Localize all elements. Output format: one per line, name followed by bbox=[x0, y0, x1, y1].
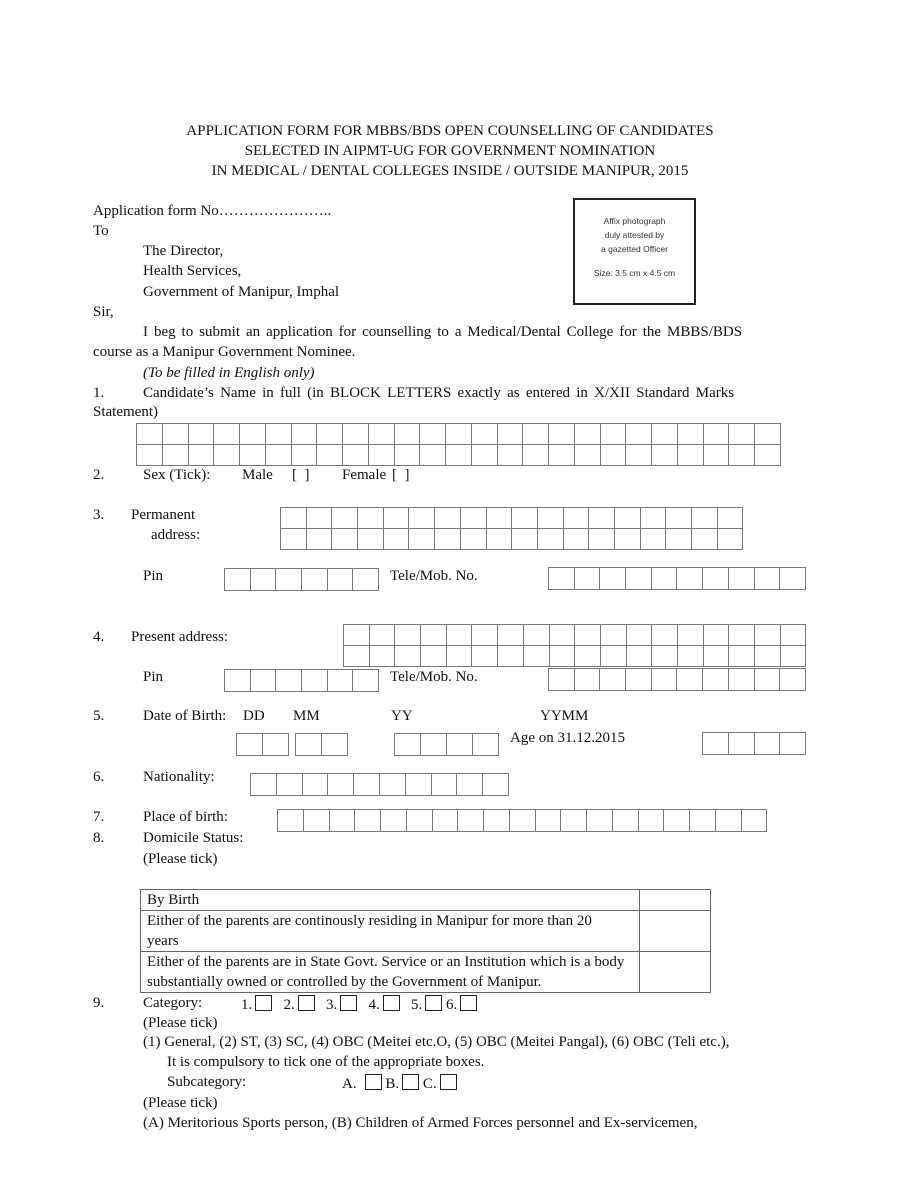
dd-label: DD bbox=[243, 708, 265, 724]
letter-box[interactable] bbox=[678, 445, 704, 466]
subcategory-checkbox[interactable] bbox=[365, 1074, 382, 1090]
letter-box[interactable] bbox=[690, 810, 716, 832]
please-tick-note: (Please tick) bbox=[143, 1095, 218, 1111]
letter-box[interactable] bbox=[575, 568, 601, 590]
letter-box[interactable] bbox=[302, 670, 328, 692]
compulsory-note: It is compulsory to tick one of the appropriate boxes. bbox=[167, 1054, 485, 1070]
subcategory-checkbox[interactable] bbox=[402, 1074, 419, 1090]
letter-box[interactable] bbox=[409, 508, 435, 529]
letter-box[interactable] bbox=[304, 810, 330, 832]
letter-box[interactable] bbox=[189, 445, 215, 466]
letter-box[interactable] bbox=[457, 774, 483, 796]
letter-box[interactable] bbox=[292, 445, 318, 466]
letter-box[interactable] bbox=[332, 529, 358, 550]
place-of-birth-grid[interactable] bbox=[277, 809, 767, 832]
female-label: Female bbox=[342, 467, 387, 483]
letter-box[interactable] bbox=[354, 774, 380, 796]
permanent-address-label: Permanent bbox=[131, 507, 196, 523]
letter-box[interactable] bbox=[626, 445, 652, 466]
letter-box[interactable] bbox=[538, 508, 564, 529]
letter-box[interactable] bbox=[307, 508, 333, 529]
letter-box[interactable] bbox=[240, 445, 266, 466]
pin-label: Pin bbox=[143, 568, 164, 584]
letter-box[interactable] bbox=[395, 646, 421, 667]
letter-box[interactable] bbox=[406, 774, 432, 796]
letter-box[interactable] bbox=[678, 646, 704, 667]
letter-box[interactable] bbox=[395, 424, 421, 445]
table-row bbox=[141, 952, 711, 993]
age-label: Age on 31.12.2015 bbox=[510, 730, 625, 746]
letter-box[interactable] bbox=[729, 568, 755, 590]
letter-box[interactable] bbox=[322, 734, 348, 756]
yy-label: YY bbox=[391, 708, 413, 724]
letter-box[interactable] bbox=[369, 445, 395, 466]
letter-box[interactable] bbox=[483, 774, 509, 796]
domicile-tick-cell[interactable] bbox=[640, 890, 711, 911]
letter-box[interactable] bbox=[564, 529, 590, 550]
age-grid[interactable] bbox=[702, 732, 806, 755]
letter-box[interactable] bbox=[780, 568, 806, 590]
category-checkbox[interactable] bbox=[298, 995, 315, 1011]
letter-box[interactable] bbox=[407, 810, 433, 832]
letter-box[interactable] bbox=[780, 733, 806, 755]
letter-box[interactable] bbox=[302, 569, 328, 591]
letter-box[interactable] bbox=[780, 669, 806, 691]
letter-box[interactable] bbox=[446, 424, 472, 445]
letter-box[interactable] bbox=[704, 646, 730, 667]
letter-box[interactable] bbox=[524, 625, 550, 646]
letter-box[interactable] bbox=[550, 625, 576, 646]
item-number: 4. bbox=[93, 629, 105, 645]
subcategory-label: Subcategory: bbox=[167, 1074, 247, 1090]
letter-box[interactable] bbox=[281, 508, 307, 529]
letter-box[interactable] bbox=[237, 734, 263, 756]
category-option-label: 6. bbox=[446, 997, 458, 1013]
letter-box[interactable] bbox=[296, 734, 322, 756]
letter-box[interactable] bbox=[703, 669, 729, 691]
letter-box[interactable] bbox=[266, 424, 292, 445]
item-number: 9. bbox=[93, 995, 105, 1011]
letter-box[interactable] bbox=[601, 424, 627, 445]
letter-box[interactable] bbox=[163, 424, 189, 445]
name-input-grid[interactable] bbox=[136, 423, 781, 466]
letter-box[interactable] bbox=[343, 445, 369, 466]
letter-box[interactable] bbox=[472, 646, 498, 667]
letter-box[interactable] bbox=[549, 424, 575, 445]
letter-box[interactable] bbox=[251, 670, 277, 692]
letter-box[interactable] bbox=[472, 424, 498, 445]
letter-box[interactable] bbox=[626, 568, 652, 590]
application-number: Application form No………………….. bbox=[93, 203, 332, 219]
letter-box[interactable] bbox=[369, 424, 395, 445]
letter-box[interactable] bbox=[704, 625, 730, 646]
letter-box[interactable] bbox=[652, 646, 678, 667]
letter-box[interactable] bbox=[575, 646, 601, 667]
letter-box[interactable] bbox=[498, 445, 524, 466]
letter-box[interactable] bbox=[447, 646, 473, 667]
category-checkbox[interactable] bbox=[340, 995, 357, 1011]
category-checkbox[interactable] bbox=[255, 995, 272, 1011]
letter-box[interactable] bbox=[641, 508, 667, 529]
subcategory-option-label: A. bbox=[342, 1076, 357, 1092]
nationality-label: Nationality: bbox=[143, 769, 215, 785]
letter-box[interactable] bbox=[627, 625, 653, 646]
domicile-tick-cell[interactable] bbox=[640, 911, 711, 952]
letter-box[interactable] bbox=[473, 734, 499, 756]
tele-label: Tele/Mob. No. bbox=[390, 568, 478, 584]
letter-box[interactable] bbox=[652, 568, 678, 590]
letter-box[interactable] bbox=[225, 670, 251, 692]
intro-text: I beg to submit an application for counselling to a Medical/Dental College for the MBBS/BDS bbox=[143, 324, 743, 340]
subcategory-checkbox[interactable] bbox=[440, 1074, 457, 1090]
letter-box[interactable] bbox=[538, 529, 564, 550]
subcategory-option-label: C. bbox=[422, 1076, 437, 1092]
please-tick-note: (Please tick) bbox=[143, 1015, 218, 1031]
present-phone-grid[interactable] bbox=[548, 668, 806, 691]
intro-text: course as a Manipur Government Nominee. bbox=[93, 344, 356, 360]
letter-box[interactable] bbox=[420, 424, 446, 445]
letter-box[interactable] bbox=[307, 529, 333, 550]
category-label: Category: bbox=[143, 995, 203, 1011]
letter-box[interactable] bbox=[639, 810, 665, 832]
item-number: 5. bbox=[93, 708, 105, 724]
letter-box[interactable] bbox=[353, 569, 379, 591]
letter-box[interactable] bbox=[266, 445, 292, 466]
letter-box[interactable] bbox=[652, 669, 678, 691]
permanent-phone-grid[interactable] bbox=[548, 567, 806, 590]
subcategory-option-label: B. bbox=[385, 1076, 400, 1092]
letter-box[interactable] bbox=[589, 508, 615, 529]
letter-box[interactable] bbox=[381, 810, 407, 832]
category-checkbox[interactable] bbox=[425, 995, 442, 1011]
domicile-option: Either of the parents are continously residing in Manipur for more than 20 years bbox=[141, 911, 640, 952]
letter-box[interactable] bbox=[277, 774, 303, 796]
letter-box[interactable] bbox=[344, 625, 370, 646]
letter-box[interactable] bbox=[355, 810, 381, 832]
permanent-address-label: address: bbox=[151, 527, 201, 543]
letter-box[interactable] bbox=[343, 424, 369, 445]
present-pin-grid[interactable] bbox=[224, 669, 379, 692]
item-number: 6. bbox=[93, 769, 105, 785]
letter-box[interactable] bbox=[564, 508, 590, 529]
letter-box[interactable] bbox=[704, 424, 730, 445]
letter-box[interactable] bbox=[600, 568, 626, 590]
letter-box[interactable] bbox=[332, 508, 358, 529]
letter-box[interactable] bbox=[755, 445, 781, 466]
pin-label: Pin bbox=[143, 669, 164, 685]
letter-box[interactable] bbox=[292, 424, 318, 445]
letter-box[interactable] bbox=[549, 568, 575, 590]
letter-box[interactable] bbox=[601, 646, 627, 667]
photo-instruction: a gazetted Officer bbox=[601, 244, 668, 254]
letter-box[interactable] bbox=[742, 810, 768, 832]
table-row bbox=[141, 890, 711, 911]
letter-box[interactable] bbox=[225, 569, 251, 591]
letter-box[interactable] bbox=[729, 445, 755, 466]
letter-box[interactable] bbox=[601, 445, 627, 466]
letter-box[interactable] bbox=[613, 810, 639, 832]
please-tick-note: (Please tick) bbox=[143, 851, 218, 867]
letter-box[interactable] bbox=[214, 445, 240, 466]
letter-box[interactable] bbox=[447, 625, 473, 646]
letter-box[interactable] bbox=[276, 670, 302, 692]
tele-label: Tele/Mob. No. bbox=[390, 669, 478, 685]
letter-box[interactable] bbox=[420, 445, 446, 466]
letter-box[interactable] bbox=[498, 646, 524, 667]
form-title-line-1: APPLICATION FORM FOR MBBS/BDS OPEN COUNSELLING OF CANDIDATES bbox=[186, 123, 714, 139]
letter-box[interactable] bbox=[561, 810, 587, 832]
letter-box[interactable] bbox=[240, 424, 266, 445]
place-of-birth-label: Place of birth: bbox=[143, 809, 228, 825]
letter-box[interactable] bbox=[370, 646, 396, 667]
letter-box[interactable] bbox=[729, 733, 755, 755]
letter-box[interactable] bbox=[666, 508, 692, 529]
photo-size: Size: 3.5 cm x 4.5 cm bbox=[593, 268, 676, 278]
letter-box[interactable] bbox=[435, 508, 461, 529]
letter-box[interactable] bbox=[358, 529, 384, 550]
letter-box[interactable] bbox=[137, 424, 163, 445]
letter-box[interactable] bbox=[652, 445, 678, 466]
letter-box[interactable] bbox=[677, 568, 703, 590]
item-number: 7. bbox=[93, 809, 105, 825]
letter-box[interactable] bbox=[409, 529, 435, 550]
letter-box[interactable] bbox=[330, 810, 356, 832]
letter-box[interactable] bbox=[755, 568, 781, 590]
letter-box[interactable] bbox=[718, 508, 744, 529]
letter-box[interactable] bbox=[421, 646, 447, 667]
letter-box[interactable] bbox=[370, 625, 396, 646]
letter-box[interactable] bbox=[487, 508, 513, 529]
letter-box[interactable] bbox=[384, 529, 410, 550]
letter-box[interactable] bbox=[395, 445, 421, 466]
form-title-line-3: IN MEDICAL / DENTAL COLLEGES INSIDE / OUTSIDE MANIPUR, 2015 bbox=[211, 163, 689, 179]
letter-box[interactable] bbox=[523, 424, 549, 445]
letter-box[interactable] bbox=[384, 508, 410, 529]
item-number: 3. bbox=[93, 507, 105, 523]
category-options bbox=[241, 995, 477, 1014]
addressee-line: Health Services, bbox=[143, 263, 242, 279]
letter-box[interactable] bbox=[512, 508, 538, 529]
salutation: Sir, bbox=[93, 304, 114, 320]
letter-box[interactable] bbox=[587, 810, 613, 832]
letter-box[interactable] bbox=[781, 646, 807, 667]
letter-box[interactable] bbox=[550, 646, 576, 667]
letter-box[interactable] bbox=[652, 424, 678, 445]
letter-box[interactable] bbox=[575, 424, 601, 445]
dob-label: Date of Birth: bbox=[143, 708, 227, 724]
letter-box[interactable] bbox=[317, 424, 343, 445]
letter-box[interactable] bbox=[461, 529, 487, 550]
letter-box[interactable] bbox=[678, 625, 704, 646]
table-row bbox=[141, 911, 711, 952]
female-checkbox[interactable]: [ ] bbox=[392, 467, 410, 483]
letter-box[interactable] bbox=[472, 625, 498, 646]
subcategory-description: (A) Meritorious Sports person, (B) Children of Armed Forces personnel and Ex-servicemen, bbox=[143, 1115, 698, 1131]
letter-box[interactable] bbox=[677, 669, 703, 691]
letter-box[interactable] bbox=[487, 529, 513, 550]
letter-box[interactable] bbox=[549, 445, 575, 466]
letter-box[interactable] bbox=[214, 424, 240, 445]
item-number: 1. bbox=[93, 385, 105, 401]
present-address-label: Present address: bbox=[131, 629, 229, 645]
letter-box[interactable] bbox=[652, 625, 678, 646]
letter-box[interactable] bbox=[664, 810, 690, 832]
letter-box[interactable] bbox=[498, 424, 524, 445]
letter-box[interactable] bbox=[484, 810, 510, 832]
letter-box[interactable] bbox=[276, 569, 302, 591]
name-label: Candidate’s Name in full (in BLOCK LETTERS exactly as entered in X/XII Standard Marks bbox=[143, 385, 735, 401]
photo-box bbox=[573, 198, 696, 305]
letter-box[interactable] bbox=[447, 734, 473, 756]
letter-box[interactable] bbox=[328, 670, 354, 692]
letter-box[interactable] bbox=[729, 646, 755, 667]
domicile-option: By Birth bbox=[141, 890, 640, 911]
dob-day-grid[interactable] bbox=[236, 733, 289, 756]
photo-instruction: duly attested by bbox=[604, 230, 665, 240]
category-option-label: 3. bbox=[326, 997, 338, 1013]
letter-box[interactable] bbox=[432, 774, 458, 796]
letter-box[interactable] bbox=[189, 424, 215, 445]
letter-box[interactable] bbox=[395, 734, 421, 756]
letter-box[interactable] bbox=[421, 625, 447, 646]
letter-box[interactable] bbox=[281, 529, 307, 550]
letter-box[interactable] bbox=[251, 569, 277, 591]
letter-box[interactable] bbox=[615, 508, 641, 529]
letter-box[interactable] bbox=[755, 424, 781, 445]
letter-box[interactable] bbox=[755, 669, 781, 691]
letter-box[interactable] bbox=[626, 424, 652, 445]
to-label: To bbox=[93, 223, 109, 239]
present-address-grid[interactable] bbox=[343, 624, 806, 667]
letter-box[interactable] bbox=[729, 669, 755, 691]
dob-year-grid[interactable] bbox=[394, 733, 499, 756]
mm-label: MM bbox=[293, 708, 320, 724]
letter-box[interactable] bbox=[461, 508, 487, 529]
domicile-option: Either of the parents are in State Govt. Service or an Institution which is a body substantially owned or controlled by the Government of Manipur. bbox=[141, 952, 640, 993]
letter-box[interactable] bbox=[589, 529, 615, 550]
category-option-label: 2. bbox=[283, 997, 295, 1013]
permanent-pin-grid[interactable] bbox=[224, 568, 379, 591]
yymm-label: YYMM bbox=[540, 708, 589, 724]
letter-box[interactable] bbox=[328, 774, 354, 796]
permanent-address-grid[interactable] bbox=[280, 507, 743, 550]
letter-box[interactable] bbox=[692, 508, 718, 529]
letter-box[interactable] bbox=[704, 445, 730, 466]
letter-box[interactable] bbox=[317, 445, 343, 466]
category-option-label: 4. bbox=[368, 997, 380, 1013]
letter-box[interactable] bbox=[163, 445, 189, 466]
letter-box[interactable] bbox=[755, 646, 781, 667]
letter-box[interactable] bbox=[755, 625, 781, 646]
letter-box[interactable] bbox=[716, 810, 742, 832]
letter-box[interactable] bbox=[395, 625, 421, 646]
letter-box[interactable] bbox=[575, 669, 601, 691]
letter-box[interactable] bbox=[358, 508, 384, 529]
nationality-grid[interactable] bbox=[250, 773, 509, 796]
letter-box[interactable] bbox=[600, 669, 626, 691]
letter-box[interactable] bbox=[472, 445, 498, 466]
letter-box[interactable] bbox=[251, 774, 277, 796]
letter-box[interactable] bbox=[755, 733, 781, 755]
letter-box[interactable] bbox=[137, 445, 163, 466]
letter-box[interactable] bbox=[446, 445, 472, 466]
item-number: 2. bbox=[93, 467, 105, 483]
letter-box[interactable] bbox=[781, 625, 807, 646]
dob-month-grid[interactable] bbox=[295, 733, 348, 756]
letter-box[interactable] bbox=[380, 774, 406, 796]
category-description: (1) General, (2) ST, (3) SC, (4) OBC (Meitei etc.O, (5) OBC (Meitei Pangal), (6) OBC (Teli etc.), bbox=[143, 1034, 730, 1050]
letter-box[interactable] bbox=[729, 625, 755, 646]
sex-label: Sex (Tick): bbox=[143, 467, 211, 483]
domicile-table bbox=[140, 889, 711, 993]
letter-box[interactable] bbox=[498, 625, 524, 646]
letter-box[interactable] bbox=[263, 734, 289, 756]
letter-box[interactable] bbox=[303, 774, 329, 796]
letter-box[interactable] bbox=[718, 529, 744, 550]
category-option-label: 5. bbox=[411, 997, 423, 1013]
letter-box[interactable] bbox=[353, 670, 379, 692]
letter-box[interactable] bbox=[421, 734, 447, 756]
name-label: Statement) bbox=[93, 404, 158, 420]
photo-instruction: Affix photograph bbox=[603, 216, 666, 226]
letter-box[interactable] bbox=[458, 810, 484, 832]
letter-box[interactable] bbox=[575, 625, 601, 646]
letter-box[interactable] bbox=[692, 529, 718, 550]
category-checkbox[interactable] bbox=[383, 995, 400, 1011]
letter-box[interactable] bbox=[703, 733, 729, 755]
letter-box[interactable] bbox=[729, 424, 755, 445]
letter-box[interactable] bbox=[601, 625, 627, 646]
letter-box[interactable] bbox=[666, 529, 692, 550]
letter-box[interactable] bbox=[641, 529, 667, 550]
category-option-label: 1. bbox=[241, 997, 253, 1013]
subcategory-options bbox=[342, 1074, 457, 1093]
letter-box[interactable] bbox=[678, 424, 704, 445]
letter-box[interactable] bbox=[435, 529, 461, 550]
item-number: 8. bbox=[93, 830, 105, 846]
letter-box[interactable] bbox=[433, 810, 459, 832]
letter-box[interactable] bbox=[344, 646, 370, 667]
domicile-label: Domicile Status: bbox=[143, 830, 244, 846]
letter-box[interactable] bbox=[524, 646, 550, 667]
addressee-line: The Director, bbox=[143, 243, 224, 259]
male-label: Male bbox=[242, 467, 273, 483]
letter-box[interactable] bbox=[575, 445, 601, 466]
category-checkbox[interactable] bbox=[460, 995, 477, 1011]
letter-box[interactable] bbox=[536, 810, 562, 832]
domicile-tick-cell[interactable] bbox=[640, 952, 711, 993]
letter-box[interactable] bbox=[627, 646, 653, 667]
letter-box[interactable] bbox=[510, 810, 536, 832]
addressee-line: Government of Manipur, Imphal bbox=[143, 284, 340, 300]
letter-box[interactable] bbox=[278, 810, 304, 832]
male-checkbox[interactable]: [ ] bbox=[292, 467, 310, 483]
letter-box[interactable] bbox=[523, 445, 549, 466]
letter-box[interactable] bbox=[549, 669, 575, 691]
letter-box[interactable] bbox=[626, 669, 652, 691]
letter-box[interactable] bbox=[703, 568, 729, 590]
english-note: (To be filled in English only) bbox=[143, 365, 315, 381]
letter-box[interactable] bbox=[328, 569, 354, 591]
form-title-line-2: SELECTED IN AIPMT-UG FOR GOVERNMENT NOMINATION bbox=[244, 143, 656, 159]
letter-box[interactable] bbox=[512, 529, 538, 550]
letter-box[interactable] bbox=[615, 529, 641, 550]
